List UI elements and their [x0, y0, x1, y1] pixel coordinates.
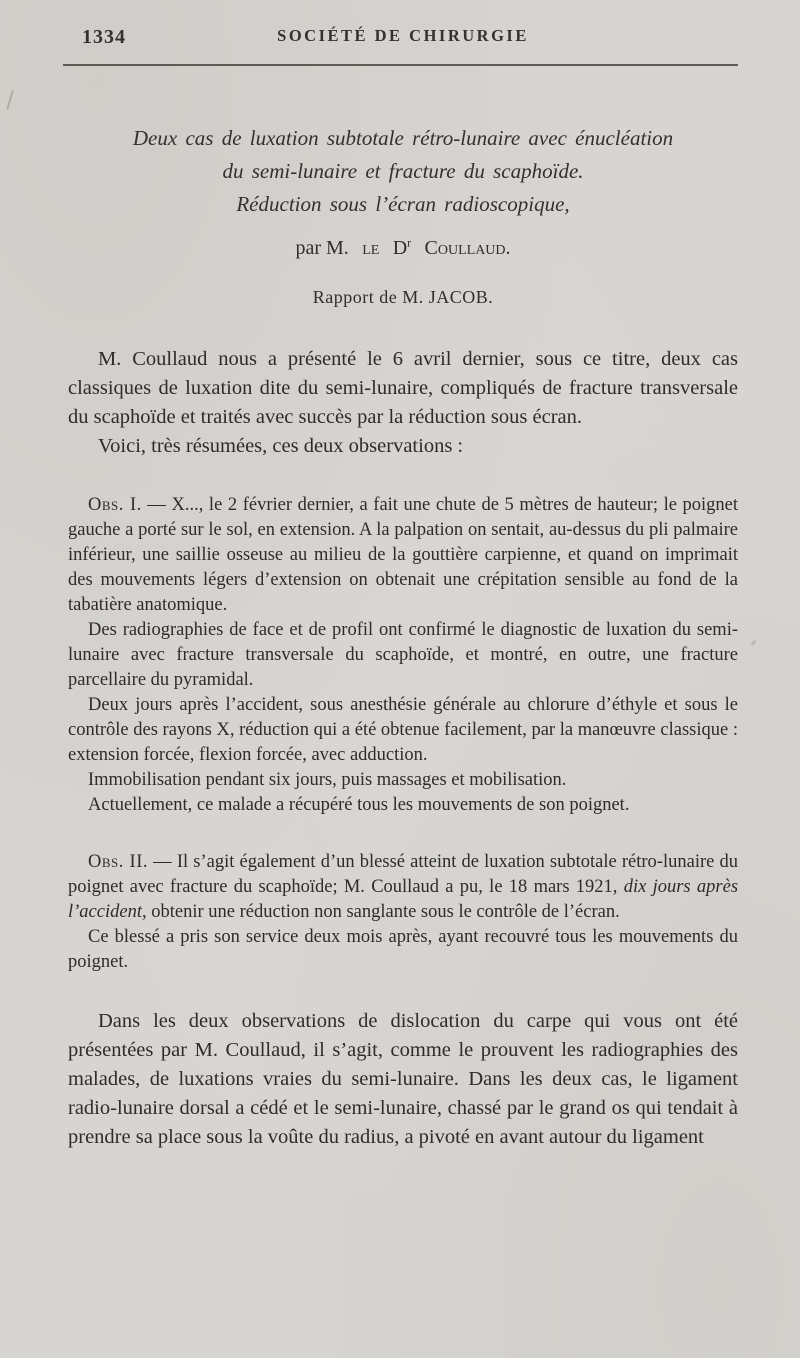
byline-prefix: par M.: [295, 237, 349, 259]
obs2-label: Obs. II.: [88, 852, 148, 872]
discussion-paragraph-1: Dans les deux observations de dislocation du carpe qui vous ont été présentées par M. Coullaud, il s’agit, comme le prouvent les radiographies des malades, de luxations vraies du semi-lunaire. Dans les deux cas, le ligament radio-lunaire dorsal a cédé et le semi-lunaire, chassé par le grand os qui tendait à prendre sa place sous la voûte du radius, a pivoté en avant autour du ligament: [68, 1010, 738, 1148]
obs1-paragraph-2: Des radiographies de face et de profil ont confirmé le diagnostic de luxation du semi-lunaire avec fracture transversale du scaphoïde, et montré, en outre, une fracture parcellaire du pyramidal.: [68, 620, 738, 690]
observation-2: [68, 850, 738, 975]
intro-paragraph-1: M. Coullaud nous a présenté le 6 avril dernier, sous ce titre, deux cas classiques de luxation dite du semi-lunaire, compliqués de fracture transversale du scaphoïde et traités avec succès par la réduction sous écran.: [68, 348, 738, 428]
article-title-line-3: Réduction sous l’écran radioscopique,: [236, 192, 570, 216]
page-number: 1334: [82, 26, 126, 48]
article-title-line-2: du semi-lunaire et fracture du scaphoïde.: [222, 159, 584, 183]
byline-le: le: [362, 237, 380, 259]
running-head: [68, 26, 738, 50]
scan-artifact-fleck: [750, 640, 756, 647]
byline-doctor-letter: D: [392, 237, 408, 259]
scan-artifact-slash: [6, 90, 13, 110]
article-title: [68, 122, 738, 221]
report-line: Rapport de M. JACOB.: [312, 287, 494, 307]
introduction: [68, 345, 738, 461]
obs1-paragraph-1-text: — X..., le 2 février dernier, a fait une chute de 5 mètres de hauteur; le poignet gauche a porté sur le sol, en extension. A la palpation on sentait, au-dessus du pli palmaire inférieur, une saillie osseuse au milieu de la gouttière carpienne, et quand on imprimait des mouvements légers d’extension on obtenait une crépitation sensible au fond de la tabatière anatomique.: [68, 495, 739, 615]
obs2-paragraph-2: Ce blessé a pris son service deux mois après, ayant recouvré tous les mouvements du poignet.: [68, 927, 738, 972]
obs1-paragraph-3: Deux jours après l’accident, sous anesthésie générale au chlorure d’éthyle et sous le contrôle des rayons X, réduction qui a été obtenue facilement, par la manœuvre classique : extension forcée, flexion forcée, avec adduction.: [68, 695, 738, 765]
byline-doctor-abbrev: [393, 237, 411, 259]
byline-author: [425, 237, 511, 259]
obs2-paragraph-1-before: — Il s’agit également d’un blessé atteint de luxation subtotale rétro-lunaire du poignet avec fracture du scaphoïde; M. Coullaud a pu, le 18 mars 1921,: [68, 852, 738, 897]
article-title-line-1: Deux cas de luxation subtotale rétro-lunaire avec énucléation: [132, 126, 674, 150]
obs1-label: Obs. I.: [88, 495, 142, 515]
observation-1: [68, 493, 738, 818]
byline-doctor-superscript: r: [407, 235, 412, 250]
header-rule: [63, 64, 738, 66]
intro-paragraph-2: Voici, très résumées, ces deux observations :: [98, 435, 464, 457]
byline-author-name: Coullaud: [424, 237, 506, 259]
obs2-paragraph-1-after: , obtenir une réduction non sanglante sous le contrôle de l’écran.: [141, 902, 620, 922]
obs2-paragraph-1-italic: dix jours après l’accident: [68, 877, 739, 922]
discussion: [68, 1007, 738, 1152]
obs1-paragraph-1: [68, 493, 738, 618]
byline-period: .: [505, 237, 511, 259]
obs1-paragraph-4: Immobilisation pendant six jours, puis massages et mobilisation.: [88, 770, 567, 790]
obs2-paragraph-1: [68, 850, 738, 925]
obs1-paragraph-5: Actuellement, ce malade a récupéré tous les mouvements de son poignet.: [88, 795, 630, 815]
byline: [68, 237, 738, 260]
journal-title: SOCIÉTÉ DE CHIRURGIE: [277, 26, 529, 45]
